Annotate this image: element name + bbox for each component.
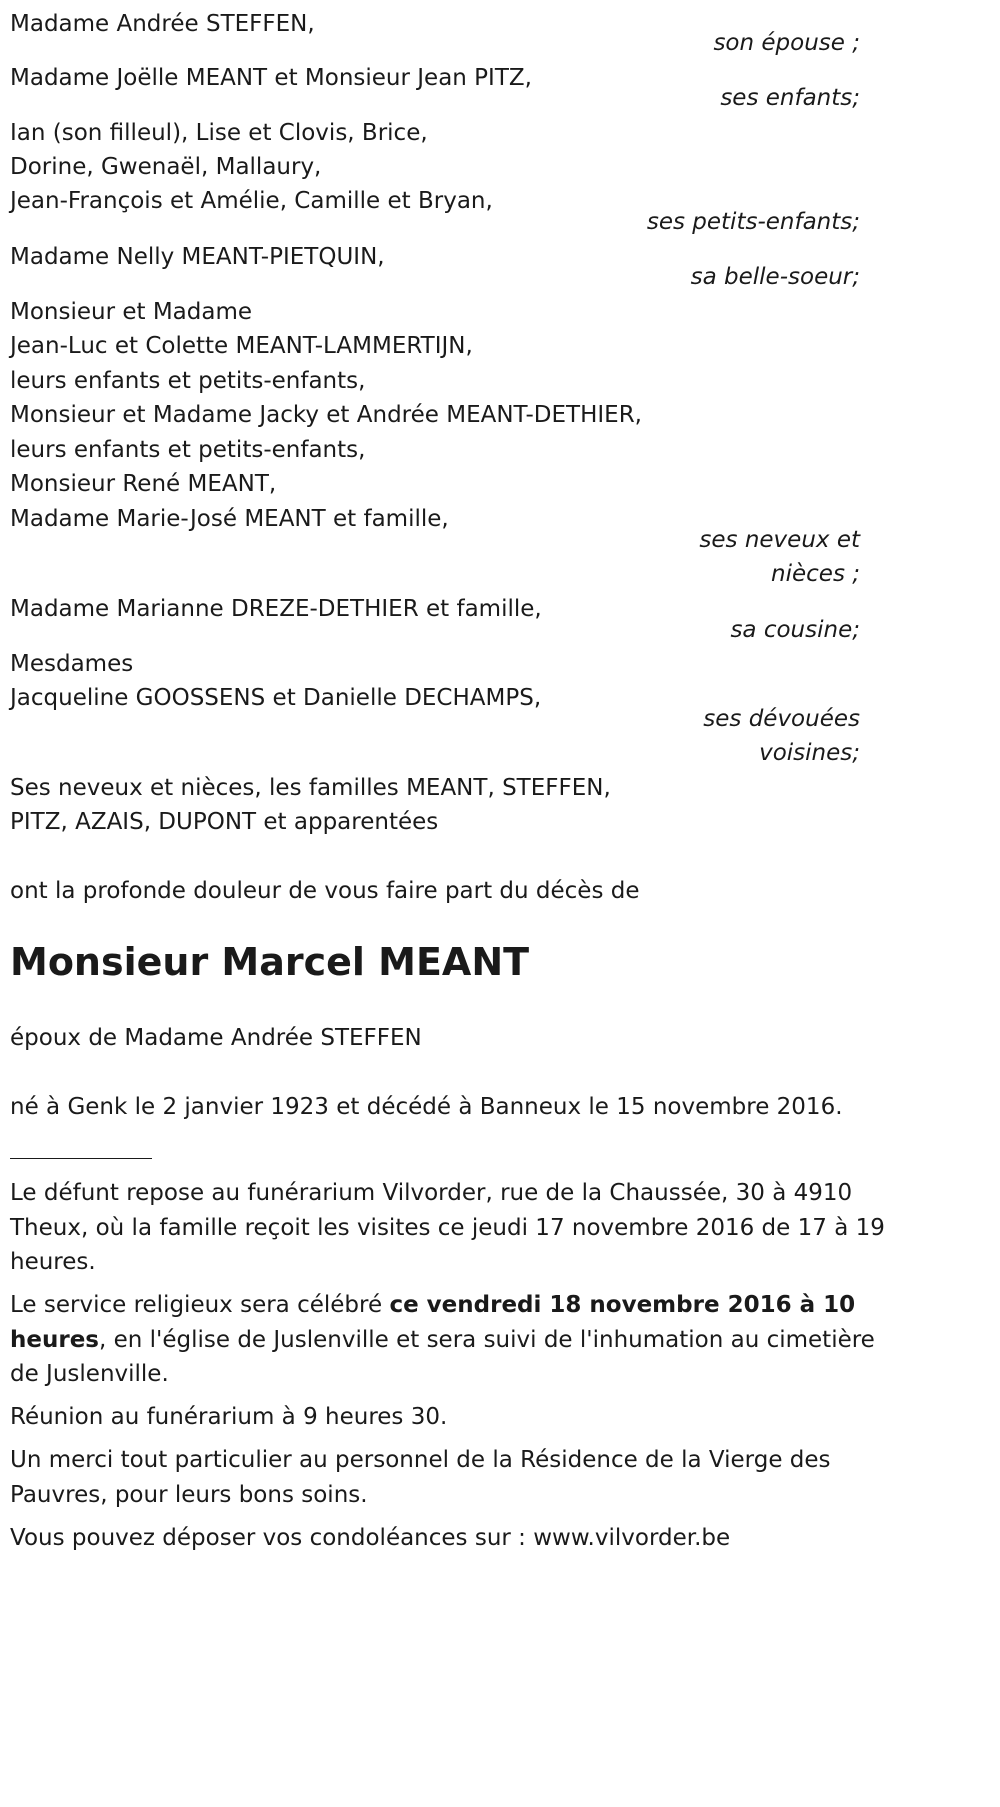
family-relation: ses dévouées: [703, 706, 860, 732]
extended-family-line: PITZ, AZAIS, DUPONT et apparentées: [10, 809, 439, 835]
visitation-line: Le défunt repose au funérarium Vilvorder, rue de la Chaussée, 30 à 4910: [10, 1180, 853, 1206]
extended-family-line: Ses neveux et nièces, les familles MEANT, STEFFEN,: [10, 775, 611, 801]
family-name-line: leurs enfants et petits-enfants,: [10, 437, 366, 463]
family-name-line: Madame Marianne DREZE-DETHIER et famille,: [10, 596, 542, 622]
family-relation: sa cousine;: [730, 617, 860, 643]
service-line: de Juslenville.: [10, 1361, 169, 1387]
family-name-line: Monsieur René MEANT,: [10, 471, 277, 497]
service-date-bold: ce vendredi 18 novembre 2016 à 10: [389, 1292, 856, 1318]
family-relation: ses enfants;: [720, 85, 860, 111]
family-name-line: Jacqueline GOOSSENS et Danielle DECHAMPS,: [10, 685, 542, 711]
family-relation: ses petits-enfants;: [646, 209, 860, 235]
visitation-line: heures.: [10, 1249, 96, 1275]
deceased-name: Monsieur Marcel MEANT: [10, 940, 530, 984]
family-name-line: Madame Marie-José MEANT et famille,: [10, 506, 449, 532]
service-time-bold: heures: [10, 1327, 99, 1353]
service-line: [10, 1285, 855, 1325]
family-name-line: Monsieur et Madame Jacky et Andrée MEANT-DETHIER,: [10, 402, 642, 428]
family-name-line: Madame Joëlle MEANT et Monsieur Jean PITZ,: [10, 65, 532, 91]
family-relation: voisines;: [759, 740, 860, 766]
service-location: , en l'église de Juslenville et sera suivi de l'inhumation au cimetière: [98, 1327, 875, 1353]
family-relation: nièces ;: [771, 561, 860, 587]
condolences-line: Vous pouvez déposer vos condoléances sur : www.vilvorder.be: [10, 1525, 731, 1551]
family-name-line: leurs enfants et petits-enfants,: [10, 368, 366, 394]
announcement-text: ont la profonde douleur de vous faire part du décès de: [10, 878, 640, 904]
family-name-line: Monsieur et Madame: [10, 299, 253, 325]
family-name-line: Jean-Luc et Colette MEANT-LAMMERTIJN,: [10, 333, 473, 359]
family-name-line: Madame Nelly MEANT-PIETQUIN,: [10, 244, 385, 270]
family-relation: ses neveux et: [699, 527, 860, 553]
family-relation: sa belle-soeur;: [690, 264, 860, 290]
birth-death-line: né à Genk le 2 janvier 1923 et décédé à Banneux le 15 novembre 2016.: [10, 1094, 843, 1120]
separator-line: [10, 1158, 152, 1159]
family-name-line: Mesdames: [10, 651, 134, 677]
meeting-line: Réunion au funérarium à 9 heures 30.: [10, 1404, 448, 1430]
family-name-line: Madame Andrée STEFFEN,: [10, 11, 315, 37]
family-name-line: Dorine, Gwenaël, Mallaury,: [10, 154, 322, 180]
family-name-line: Ian (son filleul), Lise et Clovis, Brice,: [10, 120, 428, 146]
visitation-line: Theux, où la famille reçoit les visites ce jeudi 17 novembre 2016 de 17 à 19: [10, 1215, 885, 1241]
thanks-line: Un merci tout particulier au personnel de la Résidence de la Vierge des: [10, 1447, 831, 1473]
family-name-line: Jean-François et Amélie, Camille et Bryan,: [10, 188, 493, 214]
spouse-line: époux de Madame Andrée STEFFEN: [10, 1025, 422, 1051]
thanks-line: Pauvres, pour leurs bons soins.: [10, 1482, 368, 1508]
service-prefix: Le service religieux sera célébré: [10, 1292, 390, 1318]
family-relation: son épouse ;: [713, 30, 860, 56]
